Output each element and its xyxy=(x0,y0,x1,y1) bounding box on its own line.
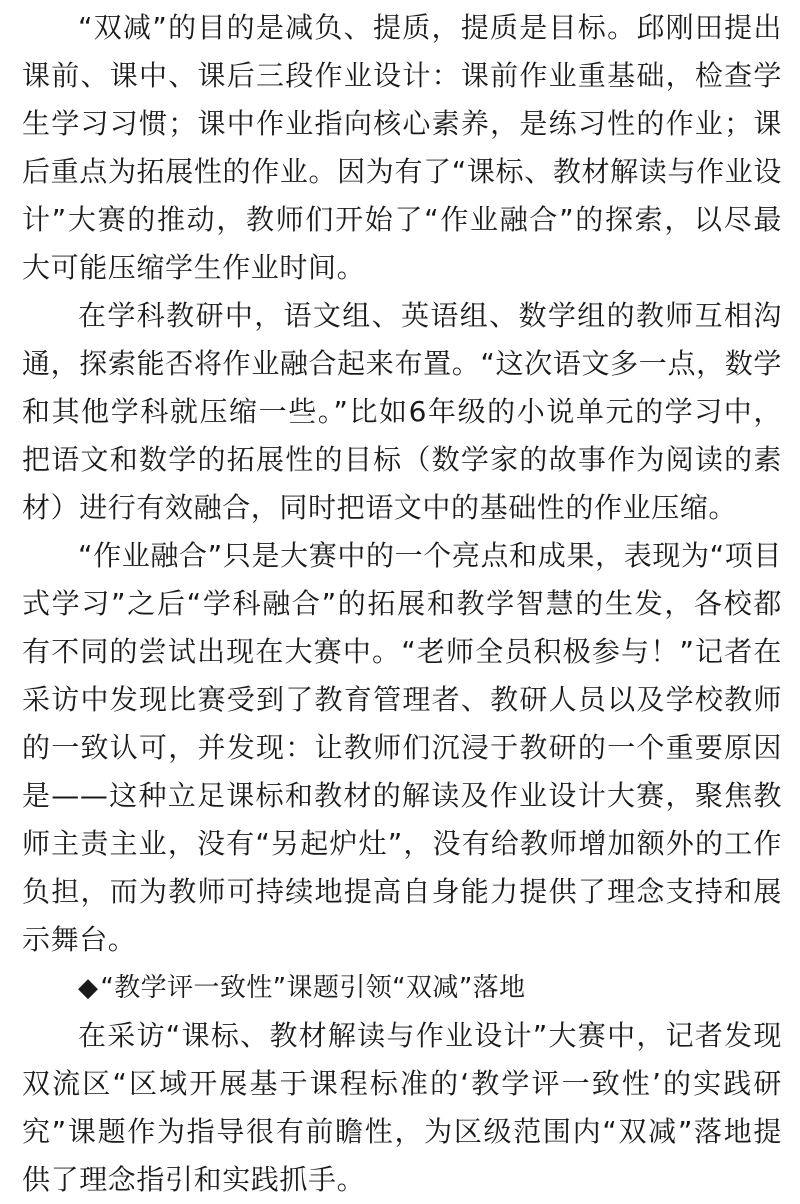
subheading-text: “教学评一致性”课题引领“双减”落地 xyxy=(100,973,526,1003)
diamond-bullet-icon: ◆ xyxy=(78,973,99,1003)
paragraph-subject-teaching: 在学科教研中，语文组、英语组、数学组的教师互相沟通，探索能否将作业融合起来布置。“这次语文多一点，数学和其他学科就压缩一些。”比如6年级的小说单元的学习中，把语文和数学的拓展性的目标（数学家的故事作为阅读的素材）进行有效融合，同时把语文中的基础性的作业压缩。 xyxy=(22,299,782,524)
paragraph-homework-fusion: “作业融合”只是大赛中的一个亮点和成果，表现为“项目式学习”之后“学科融合”的拓展和教学智慧的生发，各校都有不同的尝试出现在大赛中。“老师全员积极参与！”记者在采访中发现比赛受到了教育管理者、教研人员以及学校教师的一致认可，并发现：让教师们沉浸于教研的一个重要原因是——这种立足课标和教材的解读及作业设计大赛，聚焦教师主责主业，没有“另起炉灶”，没有给教师增加额外的工作负担，而为教师可持续地提高自身能力提供了理念支持和展示舞台。 xyxy=(22,539,782,956)
paragraph-homework-design: “双减”的目的是减负、提质，提质是目标。邱刚田提出课前、课中、课后三段作业设计：课前作业重基础，检查学生学习习惯；课中作业指向核心素养，是练习性的作业；课后重点为拓展性的作业。因为有了“课标、教材解读与作业设计”大赛的推动，教师们开始了“作业融合”的探索，以尽最大可能压缩学生作业时间。 xyxy=(22,11,782,284)
paragraph-research-topic: 在采访“课标、教材解读与作业设计”大赛中，记者发现双流区“区域开展基于课程标准的‘教学评一致性’的实践研究”课题作为指导很有前瞻性，为区级范围内“双减”落地提供了理念指引和实践抓手。 xyxy=(22,1019,782,1196)
section-subheading xyxy=(22,964,782,1012)
article-body xyxy=(22,4,782,1204)
